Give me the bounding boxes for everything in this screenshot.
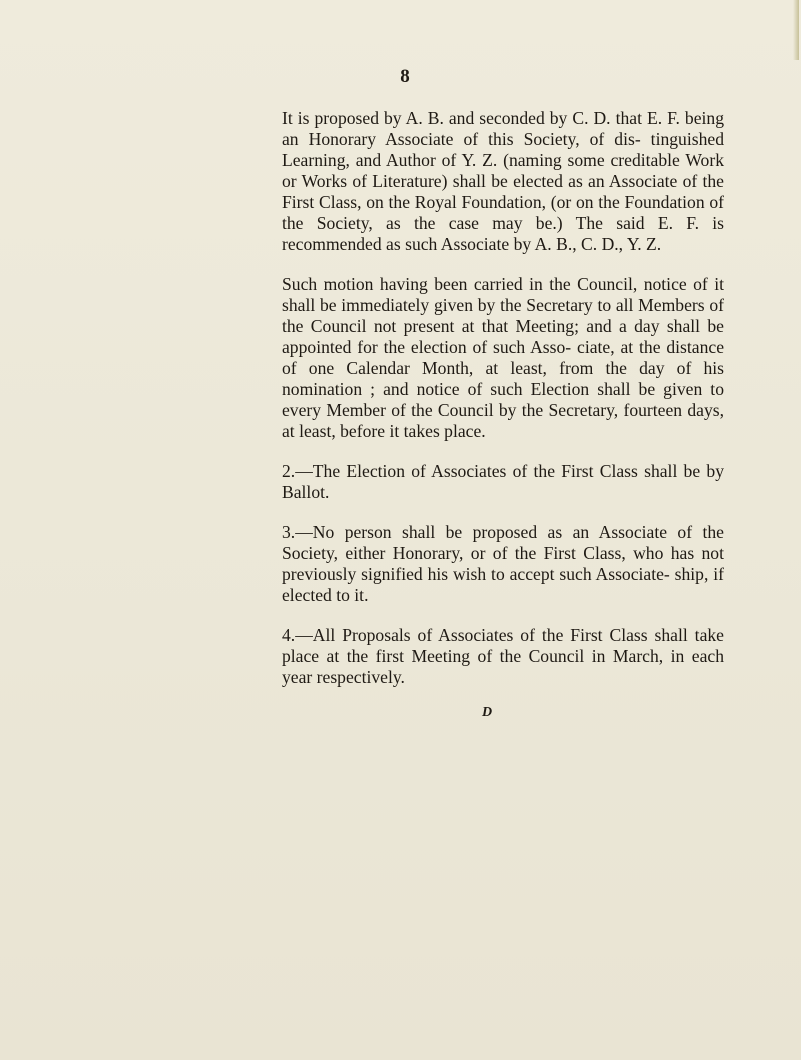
body-text	[282, 108, 724, 688]
paragraph-motion-notice: Such motion having been carried in the Council, notice of it shall be immediately given by the Secretary to all Members of the Council not present at that Meeting; and a day shall be appointed for the election of such Asso- ciate, at the distance of one Calendar Month, at least, from the day of his nomination ; and notice of such Election shall be given to every Member of the Council by the Secretary, fourteen days, at least, before it takes place.	[282, 274, 724, 441]
paragraph-rule-2: 2.—The Election of Associates of the First Class shall be by Ballot.	[282, 461, 724, 502]
page-number: 8	[400, 66, 410, 87]
printer-signature-mark: D	[482, 705, 493, 720]
paragraph-proposal-form: It is proposed by A. B. and seconded by C. D. that E. F. being an Honorary Associate of this Society, of dis- tinguished Learning, and Author of Y. Z. (naming some creditable Work or Works of Literature) shall be elected as an Associate of the First Class, on the Royal Foundation, (or on the Foundation of the Society, as the case may be.) The said E. F. is recommended as such Associate by A. B., C. D., Y. Z.	[282, 108, 724, 254]
paragraph-rule-3: 3.—No person shall be proposed as an Associate of the Society, either Honorary, or of the First Class, who has not previously signified his wish to accept such Associate- ship, if elected to it.	[282, 522, 724, 605]
paragraph-rule-4: 4.—All Proposals of Associates of the First Class shall take place at the first Meeting of the Council in March, in each year respectively.	[282, 625, 724, 687]
page-edge-stain	[793, 0, 799, 60]
